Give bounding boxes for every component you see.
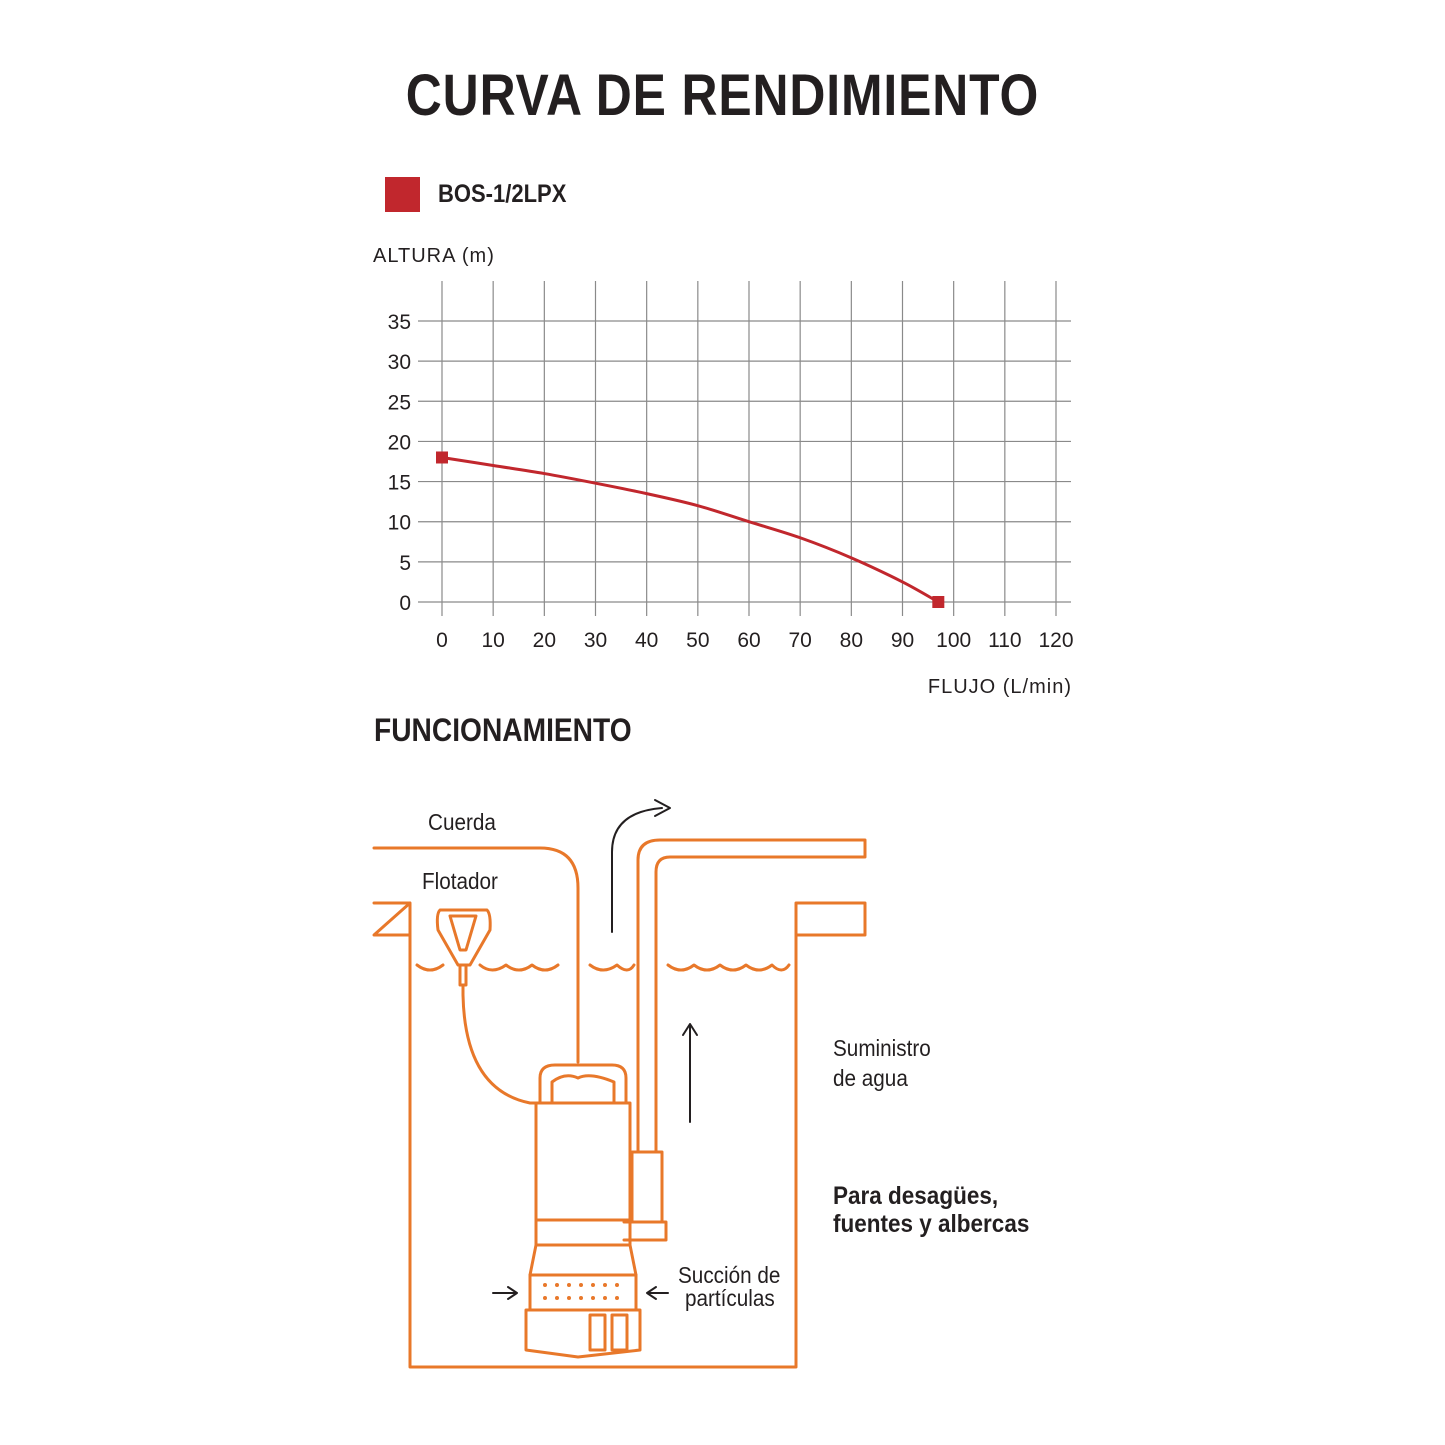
y-tick-label: 10 bbox=[387, 511, 411, 535]
performance-chart bbox=[0, 0, 1445, 700]
x-tick-label: 100 bbox=[936, 629, 972, 652]
section-title: FUNCIONAMIENTO bbox=[374, 712, 632, 748]
legend-label: BOS-1/2LPX bbox=[438, 179, 567, 208]
float-cable bbox=[463, 985, 540, 1103]
y-tick-label: 35 bbox=[387, 311, 411, 334]
tank-outline bbox=[374, 903, 865, 1367]
x-axis-label: FLUJO (L/min) bbox=[927, 676, 1072, 698]
y-tick-label: 5 bbox=[399, 551, 411, 575]
x-tick-label: 60 bbox=[737, 629, 761, 652]
pump-body bbox=[536, 1103, 630, 1220]
label-uso-2: fuentes y albercas bbox=[833, 1210, 1030, 1238]
x-tick-label: 50 bbox=[686, 629, 710, 652]
y-tick-label: 0 bbox=[399, 592, 411, 615]
pump-base bbox=[526, 1310, 640, 1357]
water-surface bbox=[417, 965, 789, 970]
y-tick-label: 30 bbox=[387, 351, 411, 375]
y-tick-label: 25 bbox=[387, 391, 411, 415]
suction-holes bbox=[543, 1283, 619, 1300]
x-tick-label: 20 bbox=[532, 629, 557, 652]
series-marker bbox=[932, 596, 944, 608]
pump-handle bbox=[540, 1065, 626, 1103]
x-tick-label: 40 bbox=[634, 629, 659, 652]
label-uso-1: Para desagües, bbox=[833, 1182, 999, 1210]
outflow-arrow bbox=[612, 808, 662, 932]
y-tick-label: 15 bbox=[387, 471, 411, 495]
label-cuerda: Cuerda bbox=[428, 809, 496, 835]
x-tick-label: 10 bbox=[481, 629, 505, 652]
float-body bbox=[437, 910, 490, 965]
x-tick-label: 110 bbox=[988, 629, 1022, 652]
x-tick-label: 120 bbox=[1038, 629, 1074, 652]
series-line bbox=[442, 457, 938, 602]
label-succion-1: Succión de bbox=[678, 1262, 781, 1288]
label-suministro-1: Suministro bbox=[833, 1035, 931, 1061]
y-tick-label: 20 bbox=[387, 431, 411, 455]
x-tick-label: 0 bbox=[436, 629, 448, 652]
x-tick-label: 90 bbox=[890, 629, 915, 652]
x-tick-label: 80 bbox=[839, 629, 864, 652]
x-tick-label: 70 bbox=[788, 629, 812, 652]
label-flotador: Flotador bbox=[422, 868, 498, 894]
outlet-pipe bbox=[638, 840, 865, 1152]
label-suministro-2: de agua bbox=[833, 1065, 908, 1091]
series-marker bbox=[436, 451, 448, 463]
x-tick-label: 30 bbox=[583, 629, 608, 652]
y-axis-label: ALTURA (m) bbox=[373, 245, 495, 267]
page-title: CURVA DE RENDIMIENTO bbox=[405, 63, 1040, 128]
label-succion-2: partículas bbox=[685, 1285, 775, 1311]
